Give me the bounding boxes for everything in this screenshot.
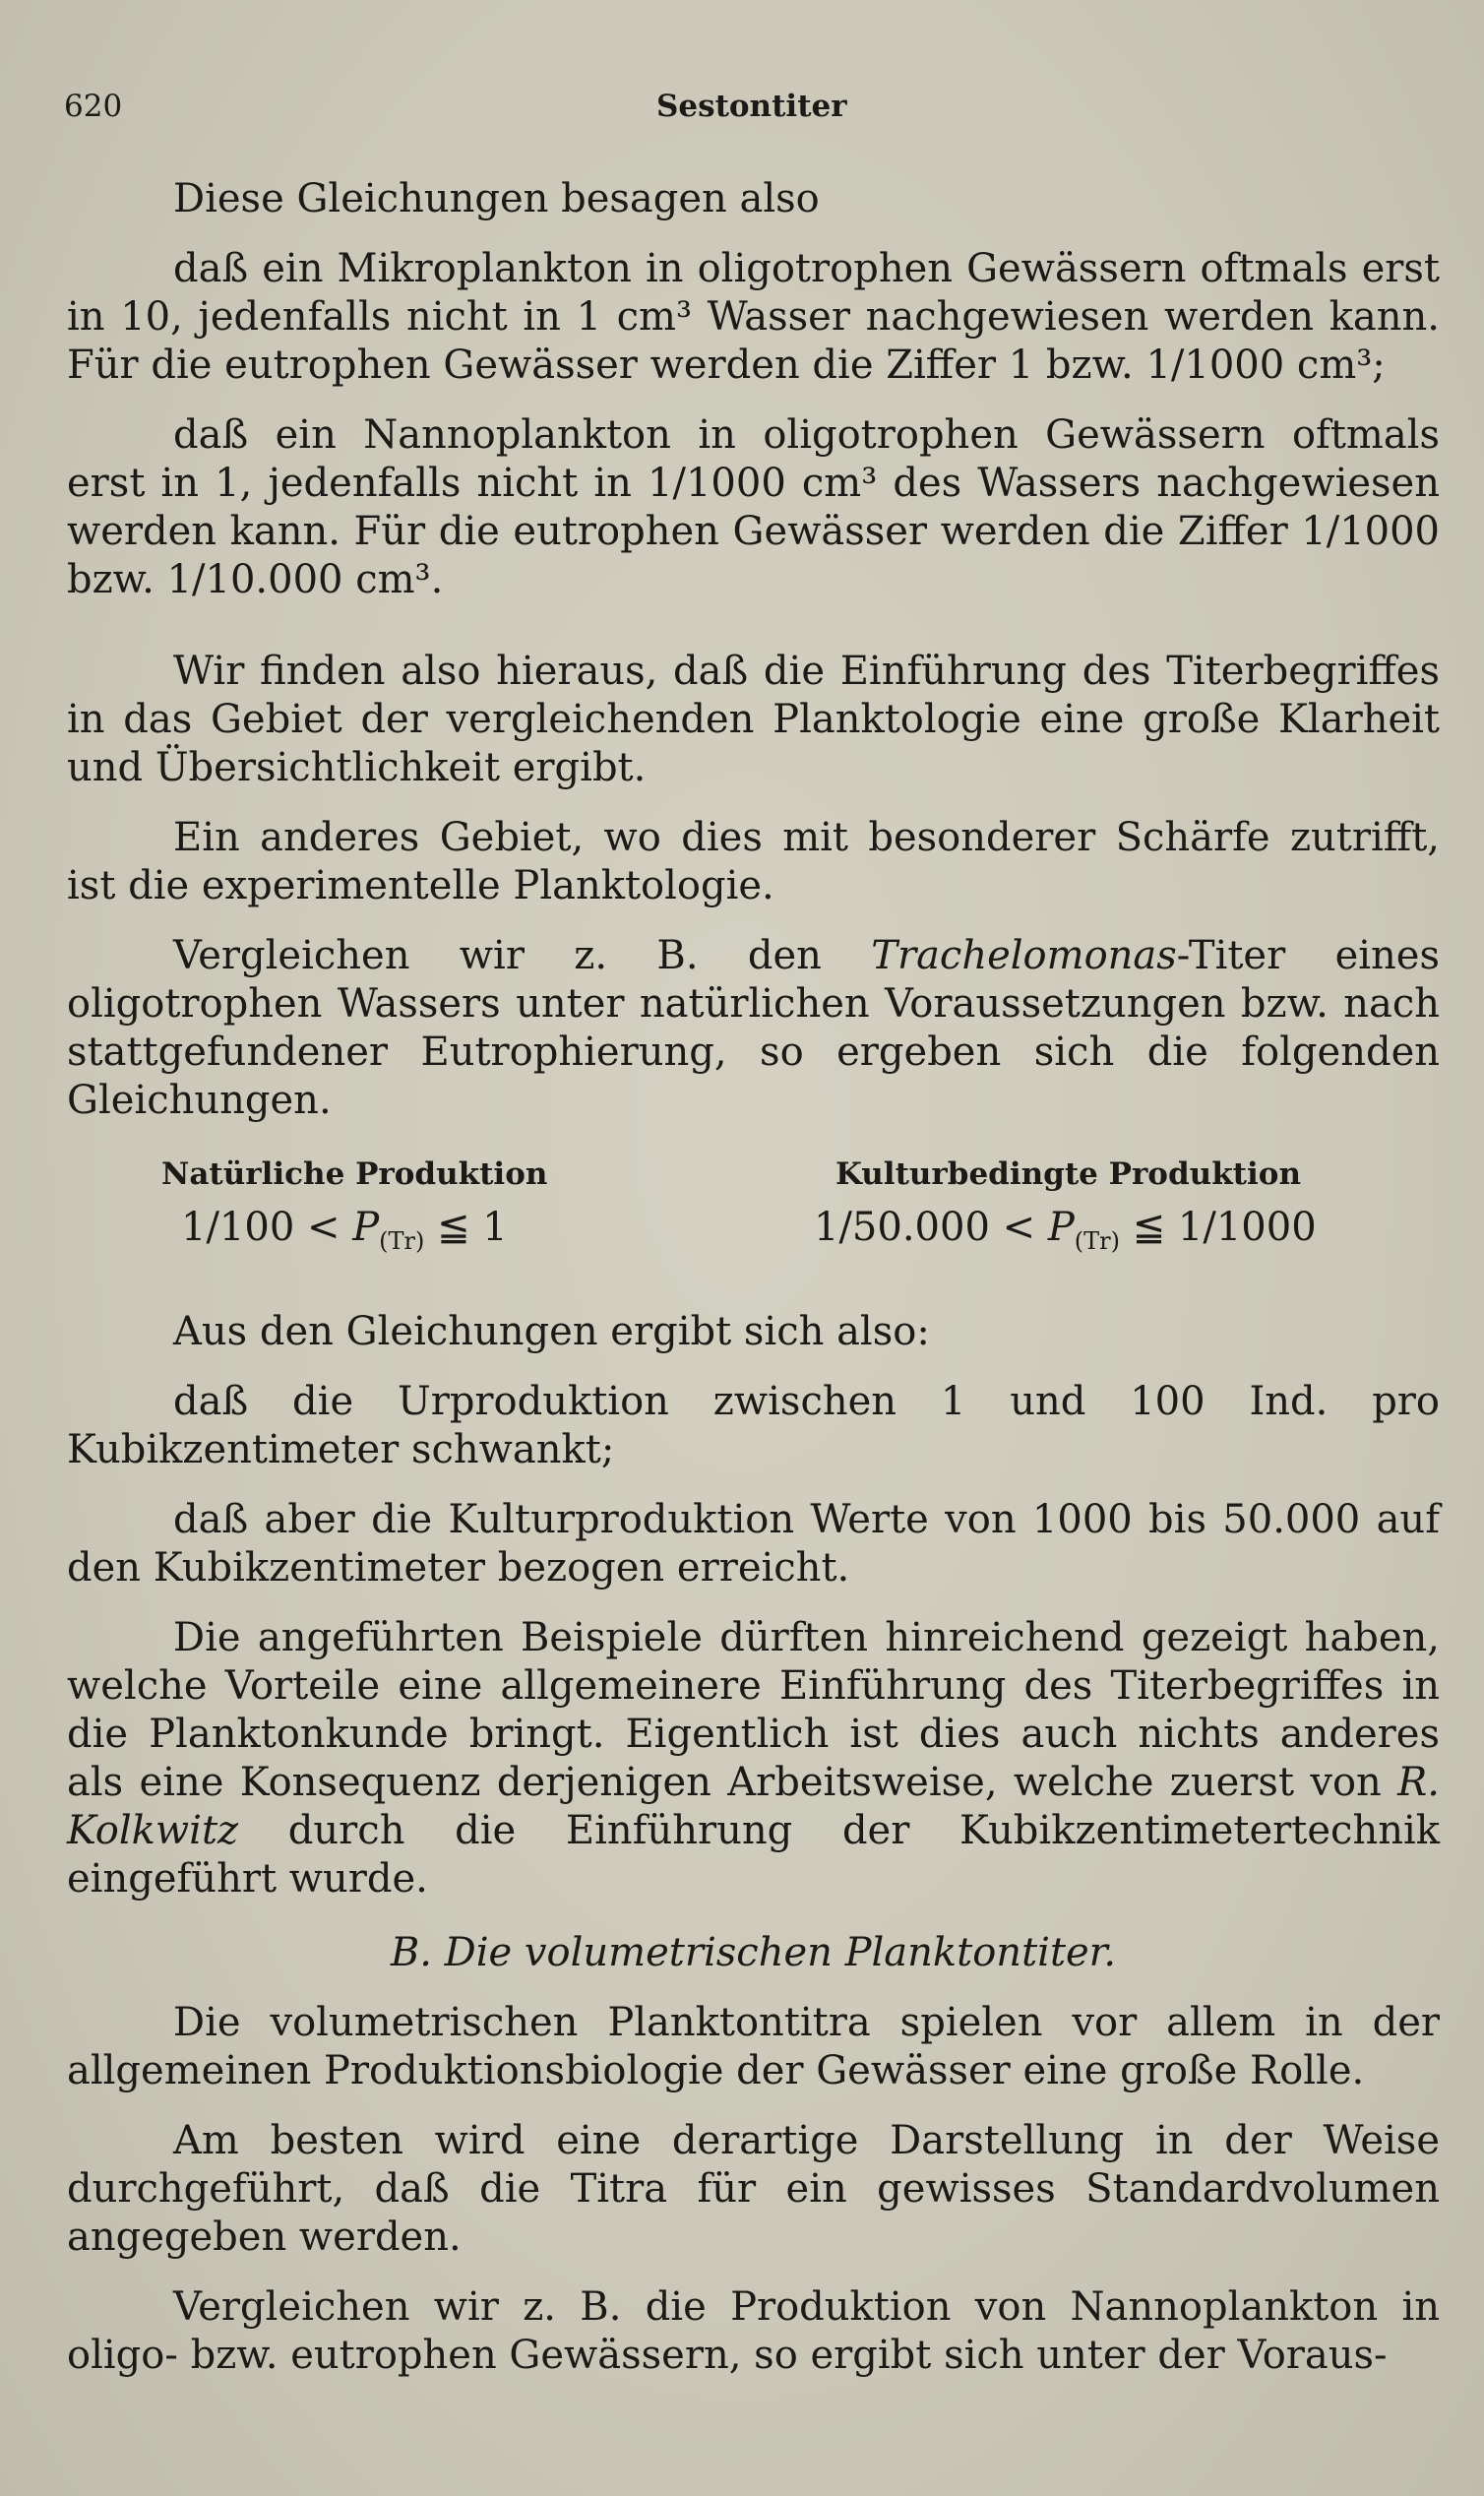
paragraph: Die volumetrischen Planktontitra spielen vor allem in der allgemeinen Produktionsbiologie der Gewässer eine große Rolle. [67, 2000, 1440, 2093]
page-number: 620 [64, 89, 123, 124]
text-run: Vergleichen wir z. B. den [173, 933, 872, 978]
paragraph: daß ein Mikroplankton in oligotrophen Gewässern oftmals erst in 10, jedenfalls nicht in 1 cm³ Wasser nachgewiesen werden kann. Für die eutrophen Gewässer werden die Ziffer 1 bzw. 1/1000 cm³; [67, 246, 1440, 388]
equation-natural [161, 1154, 547, 1267]
equation-rhs: ≦ 1 [424, 1205, 508, 1250]
equation-lhs: 1/50.000 < [814, 1205, 1048, 1250]
page-header [64, 89, 1415, 138]
equation-lhs: 1/100 < [181, 1205, 353, 1250]
page-body [67, 175, 1440, 2380]
equation-formula [814, 1202, 1317, 1267]
paragraph: Vergleichen wir z. B. die Produktion von Nannoplankton in oligo- bzw. eutrophen Gewässern, so ergibt sich unter der Voraus- [67, 2284, 1440, 2378]
section-title: B. Die volumetrischen Planktontiter. [390, 1930, 1117, 1975]
paragraph: daß ein Nannoplankton in oligotrophen Gewässern oftmals erst in 1, jedenfalls nicht in 1/1000 cm³ des Wassers nachgewiesen werden kann. Für die eutrophen Gewässer werden die Ziffer 1/1000 bzw. 1/10.000 cm³. [67, 412, 1440, 602]
paragraph: Ein anderes Gebiet, wo dies mit besonderer Schärfe zutrifft, ist die experimentelle Planktologie. [67, 815, 1440, 908]
equation-culture [814, 1154, 1317, 1267]
equation-variable: P [352, 1205, 380, 1250]
text-run: Die angeführten Beispiele dürften hinreichend gezeigt haben, welche Vorteile eine allgemeinere Einführung des Titerbegriffes in die Planktonkunde bringt. Eigentlich ist dies auch nichts anderes als eine Konsequenz derjenigen Arbeitsweise, welche zuerst von [67, 1615, 1440, 1805]
paragraph: daß aber die Kulturproduktion Werte von 1000 bis 50.000 auf den Kubikzentimeter bezogen erreicht. [67, 1497, 1440, 1591]
paragraph [67, 1614, 1440, 1903]
equation-label: Kulturbedingte Produktion [835, 1156, 1301, 1192]
equation-subscript: (Tr) [379, 1227, 425, 1255]
equation-rhs: ≦ 1/1000 [1119, 1205, 1317, 1250]
equation-formula [181, 1202, 547, 1267]
equation-variable: P [1047, 1205, 1075, 1250]
paragraph: Diese Gleichungen besagen also [173, 176, 820, 221]
text-run: durch die Einführung der Kubikzentimetertechnik eingeführt wurde. [67, 1808, 1440, 1902]
paragraph: Wir finden also hieraus, daß die Einführung des Titerbegriffes in das Gebiet der vergleichenden Planktologie eine große Klarheit und Übersichtlichkeit ergibt. [67, 649, 1440, 790]
running-head: Sestontiter [656, 89, 847, 124]
paragraph [67, 932, 1440, 1125]
author-name: R. Kolkwitz [67, 1760, 1440, 1853]
text-run: -Titer eines oligotrophen Wassers unter natürlichen Voraussetzungen bzw. nach stattgefundener Eutrophierung, so ergeben sich die folgenden Gleichungen. [67, 933, 1440, 1123]
paragraph: Aus den Gleichungen ergibt sich also: [173, 1309, 930, 1354]
equation-label: Natürliche Produktion [161, 1156, 548, 1192]
equations-block [67, 1154, 1440, 1286]
genus-name: Trachelomonas [871, 933, 1177, 978]
equation-subscript: (Tr) [1074, 1227, 1120, 1255]
paragraph: Am besten wird eine derartige Darstellung in der Weise durchgeführt, daß die Titra für ein gewisses Standardvolumen angegeben werden. [67, 2118, 1440, 2260]
paragraph: daß die Urproduktion zwischen 1 und 100 Ind. pro Kubikzentimeter schwankt; [67, 1379, 1440, 1472]
